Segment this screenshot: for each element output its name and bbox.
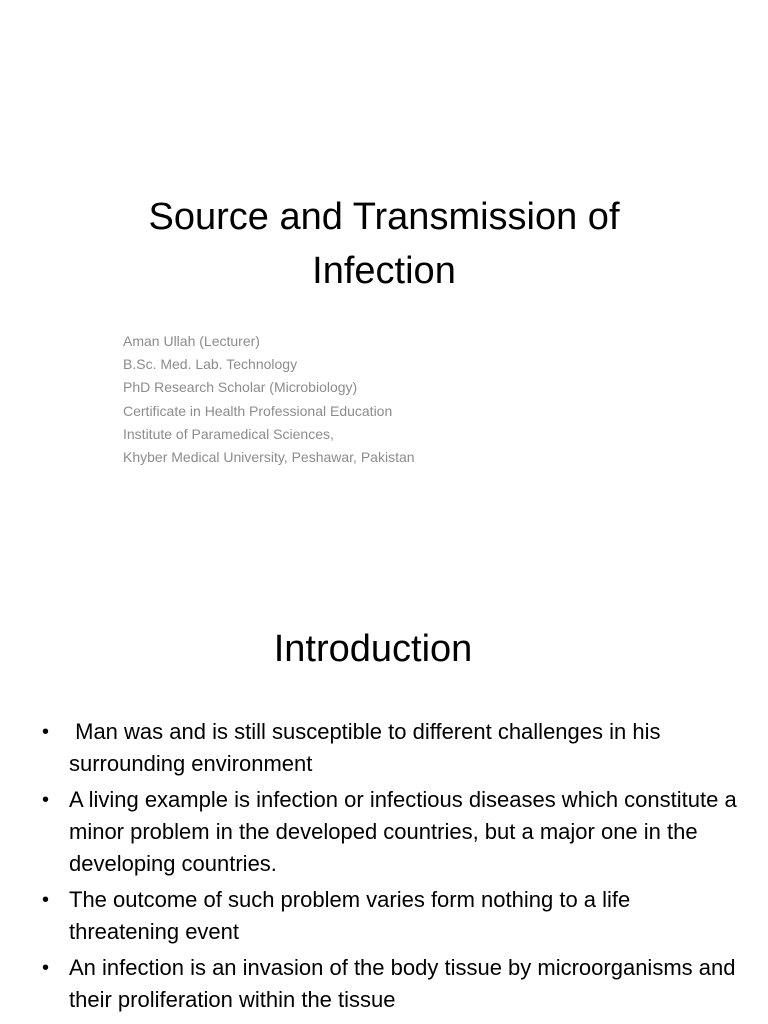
bullet-icon: •	[42, 957, 50, 979]
introduction-slide	[0, 576, 768, 1024]
section-heading: Introduction	[273, 628, 473, 670]
bullet-text: An infection is an invasion of the body tissue by microorganisms and their proliferation within the tissue	[69, 955, 736, 1012]
bullet-icon: •	[42, 889, 50, 911]
author-degree: B.Sc. Med. Lab. Technology	[123, 356, 298, 373]
bullet-icon: •	[42, 789, 50, 811]
bullet-item	[42, 952, 742, 1016]
author-name: Aman Ullah (Lecturer)	[123, 333, 260, 349]
author-certificate: Certificate in Health Professional Education	[123, 402, 393, 419]
author-institute: Institute of Paramedical Sciences,	[123, 425, 334, 442]
author-details	[123, 330, 683, 469]
bullet-item	[42, 784, 742, 880]
author-university: Khyber Medical University, Peshawar, Pakistan	[123, 449, 415, 466]
bullet-text: Man was and is still susceptible to different challenges in his surrounding environment	[69, 719, 667, 776]
bullet-item	[42, 716, 742, 780]
bullet-text: A living example is infection or infectious diseases which constitute a minor problem in the developed countries, but a major one in the developing countries.	[69, 787, 737, 876]
bullet-item	[42, 884, 742, 948]
slide-title	[60, 190, 708, 298]
bullet-icon: •	[42, 721, 50, 743]
bullet-list	[42, 716, 742, 1020]
author-research: PhD Research Scholar (Microbiology)	[123, 379, 358, 396]
slide-title-line-1: Source and Transmission of	[148, 196, 620, 238]
slide-title-line-2: Infection	[312, 250, 456, 292]
bullet-text: The outcome of such problem varies form nothing to a life threatening event	[69, 887, 631, 944]
